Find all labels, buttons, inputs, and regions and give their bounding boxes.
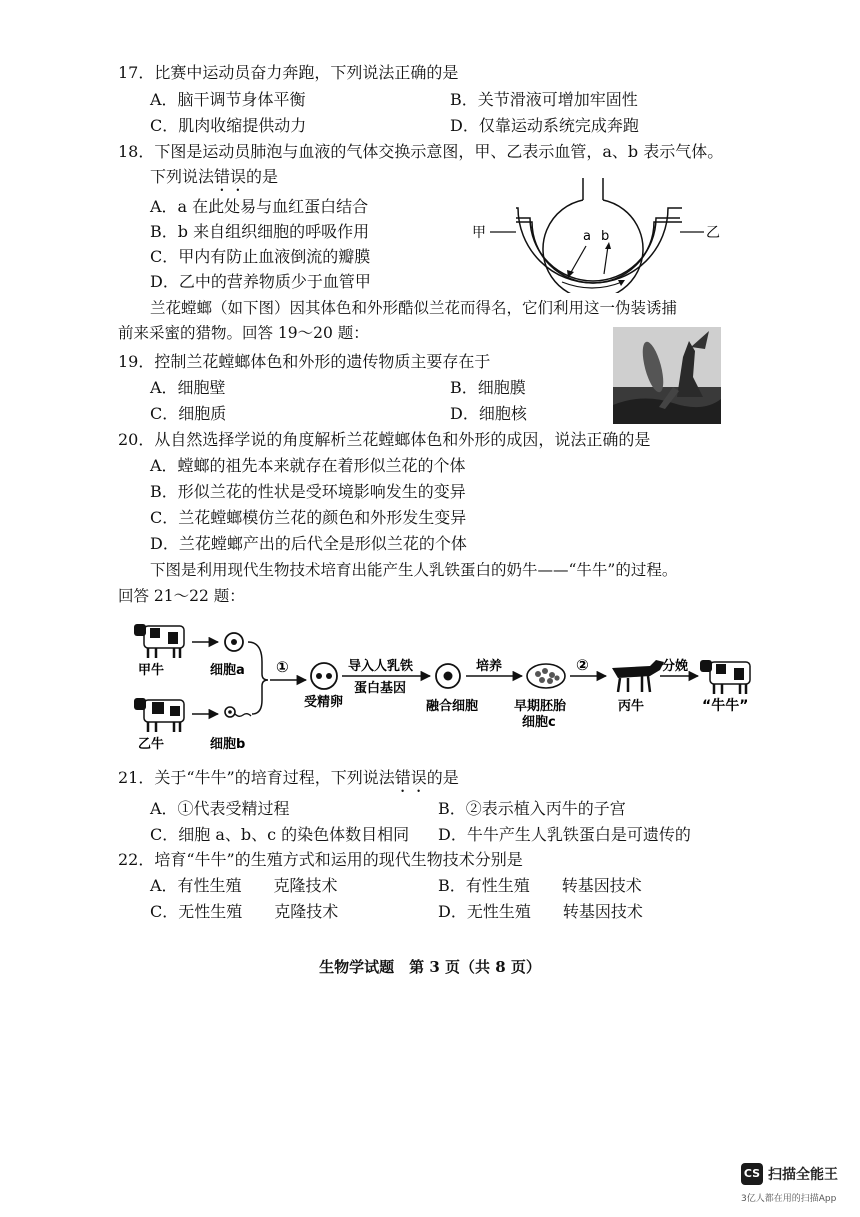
emphasis-cuowu: 错误 [394,768,427,787]
gas-a-label: a [583,229,591,244]
page-footer: 生物学试题 第 3 页（共 8 页） [319,958,541,976]
q22-option-d[interactable]: D．无性生殖 转基因技术 [438,902,643,921]
orchid-mantis-photo [613,327,721,424]
q19-option-b[interactable]: B．细胞膜 [450,378,526,397]
alveolus-wall [543,200,643,293]
q22-option-c[interactable]: C．无性生殖 克隆技术 [150,902,339,921]
step-2-label: ② [576,656,589,674]
q17-option-a[interactable]: A．脑干调节身体平衡 [150,90,306,109]
birth-label: 分娩 [662,659,689,674]
cell-b-sperm-icon [225,707,251,717]
camscanner-logo-icon: CS [741,1163,763,1185]
vessel-yi-label: 乙 [706,225,720,241]
cell-b-label: 细胞b [210,737,246,752]
culture-label: 培养 [476,659,503,674]
zygote-icon [311,663,337,689]
question-17-stem: 17．比赛中运动员奋力奔跑，下列说法正确的是 [118,63,459,82]
zygote-label: 受精卵 [304,695,344,710]
question-20-stem: 20．从自然选择学说的角度解析兰花螳螂体色和外形的成因，说法正确的是 [118,430,651,449]
q22-option-a[interactable]: A．有性生殖 克隆技术 [150,876,338,895]
q21-option-a[interactable]: A．①代表受精过程 [150,799,290,818]
intro-21-22-line1: 下图是利用现代生物技术培育出能产生人乳铁蛋白的奶牛——“牛牛”的过程。 [150,561,678,579]
question-22-stem: 22．培育“牛牛”的生殖方式和运用的现代生物技术分别是 [118,850,523,869]
emphasis-cuowu: 错误 [214,167,247,186]
q18-option-c[interactable]: C．甲内有防止血液倒流的瓣膜 [150,247,371,266]
q19-option-a[interactable]: A．细胞壁 [150,378,226,397]
q18-option-d[interactable]: D．乙中的营养物质少于血管甲 [150,272,371,291]
step-1-label: ① [276,658,289,676]
early-embryo-label-top: 早期胚胎 [514,699,567,714]
camscanner-tagline: 3亿人都在用的扫描App [741,1194,837,1204]
q17-option-d[interactable]: D．仅靠运动系统完成奔跑 [450,116,639,135]
cell-a-icon [225,633,243,651]
gas-b-label: b [601,229,610,244]
intro-19-20-line1: 兰花螳螂（如下图）因其体色和外形酷似兰花而得名，它们利用这一伪装诱捕 [150,299,678,317]
early-embryo-dish-icon [527,664,565,688]
alveolus-gas-exchange-diagram [470,178,730,293]
q18-option-b[interactable]: B．b 来自组织细胞的呼吸作用 [150,222,370,241]
cow-breeding-process-diagram [130,612,770,757]
vessel-jia-label: 甲 [472,225,486,241]
cow-jia-icon [134,624,184,658]
cow-bing-label: 丙牛 [618,699,645,714]
q17-option-c[interactable]: C．肌肉收缩提供动力 [150,116,307,135]
q20-option-b[interactable]: B．形似兰花的性状是受环境影响发生的变异 [150,482,466,501]
q21-option-c[interactable]: C．细胞 a、b、c 的染色体数目相同 [150,825,410,844]
niuniu-label: “牛牛” [702,698,749,714]
gene-import-label-bottom: 蛋白基因 [354,681,407,696]
q18-option-a[interactable]: A．a 在此处易与血红蛋白结合 [150,197,369,216]
camscanner-name: 扫描全能王 [768,1167,838,1183]
question-21-stem: 21．关于“牛牛”的培育过程，下列说法错误的是 [118,768,459,787]
question-18-stem-line2: 下列说法错误的是 [150,167,279,186]
fused-cell-icon [436,664,460,688]
cell-a-label: 细胞a [210,663,245,678]
question-19-stem: 19．控制兰花螳螂体色和外形的遗传物质主要存在于 [118,352,491,371]
q17-option-b[interactable]: B．关节滑液可增加牢固性 [450,90,638,109]
intro-21-22-line2: 回答 21～22 题： [118,587,245,605]
niuniu-cow-icon [700,660,750,694]
cow-yi-label: 乙牛 [138,737,165,752]
q22-option-b[interactable]: B．有性生殖 转基因技术 [438,876,642,895]
intro-19-20-line2: 前来采蜜的猎物。回答 19～20 题： [118,324,369,342]
q20-option-d[interactable]: D．兰花螳螂产出的后代全是形似兰花的个体 [150,534,467,553]
cow-jia-label: 甲牛 [138,663,165,678]
q20-option-c[interactable]: C．兰花螳螂模仿兰花的颜色和外形发生变异 [150,508,467,527]
question-18-stem: 18．下图是运动员肺泡与血液的气体交换示意图，甲、乙表示血管，a、b 表示气体。 [118,142,724,161]
q20-option-a[interactable]: A．螳螂的祖先本来就存在着形似兰花的个体 [150,456,466,475]
cow-yi-icon [134,698,184,732]
q19-option-d[interactable]: D．细胞核 [450,404,527,423]
q21-option-b[interactable]: B．②表示植入丙牛的子宫 [438,799,626,818]
cow-bing-icon [612,660,664,692]
early-embryo-label-bottom: 细胞c [522,715,556,730]
gene-import-label-top: 导入人乳铁 [348,659,414,674]
fused-cell-label: 融合细胞 [426,699,479,714]
q21-option-d[interactable]: D．牛牛产生人乳铁蛋白是可遗传的 [438,825,691,844]
q19-option-c[interactable]: C．细胞质 [150,404,227,423]
